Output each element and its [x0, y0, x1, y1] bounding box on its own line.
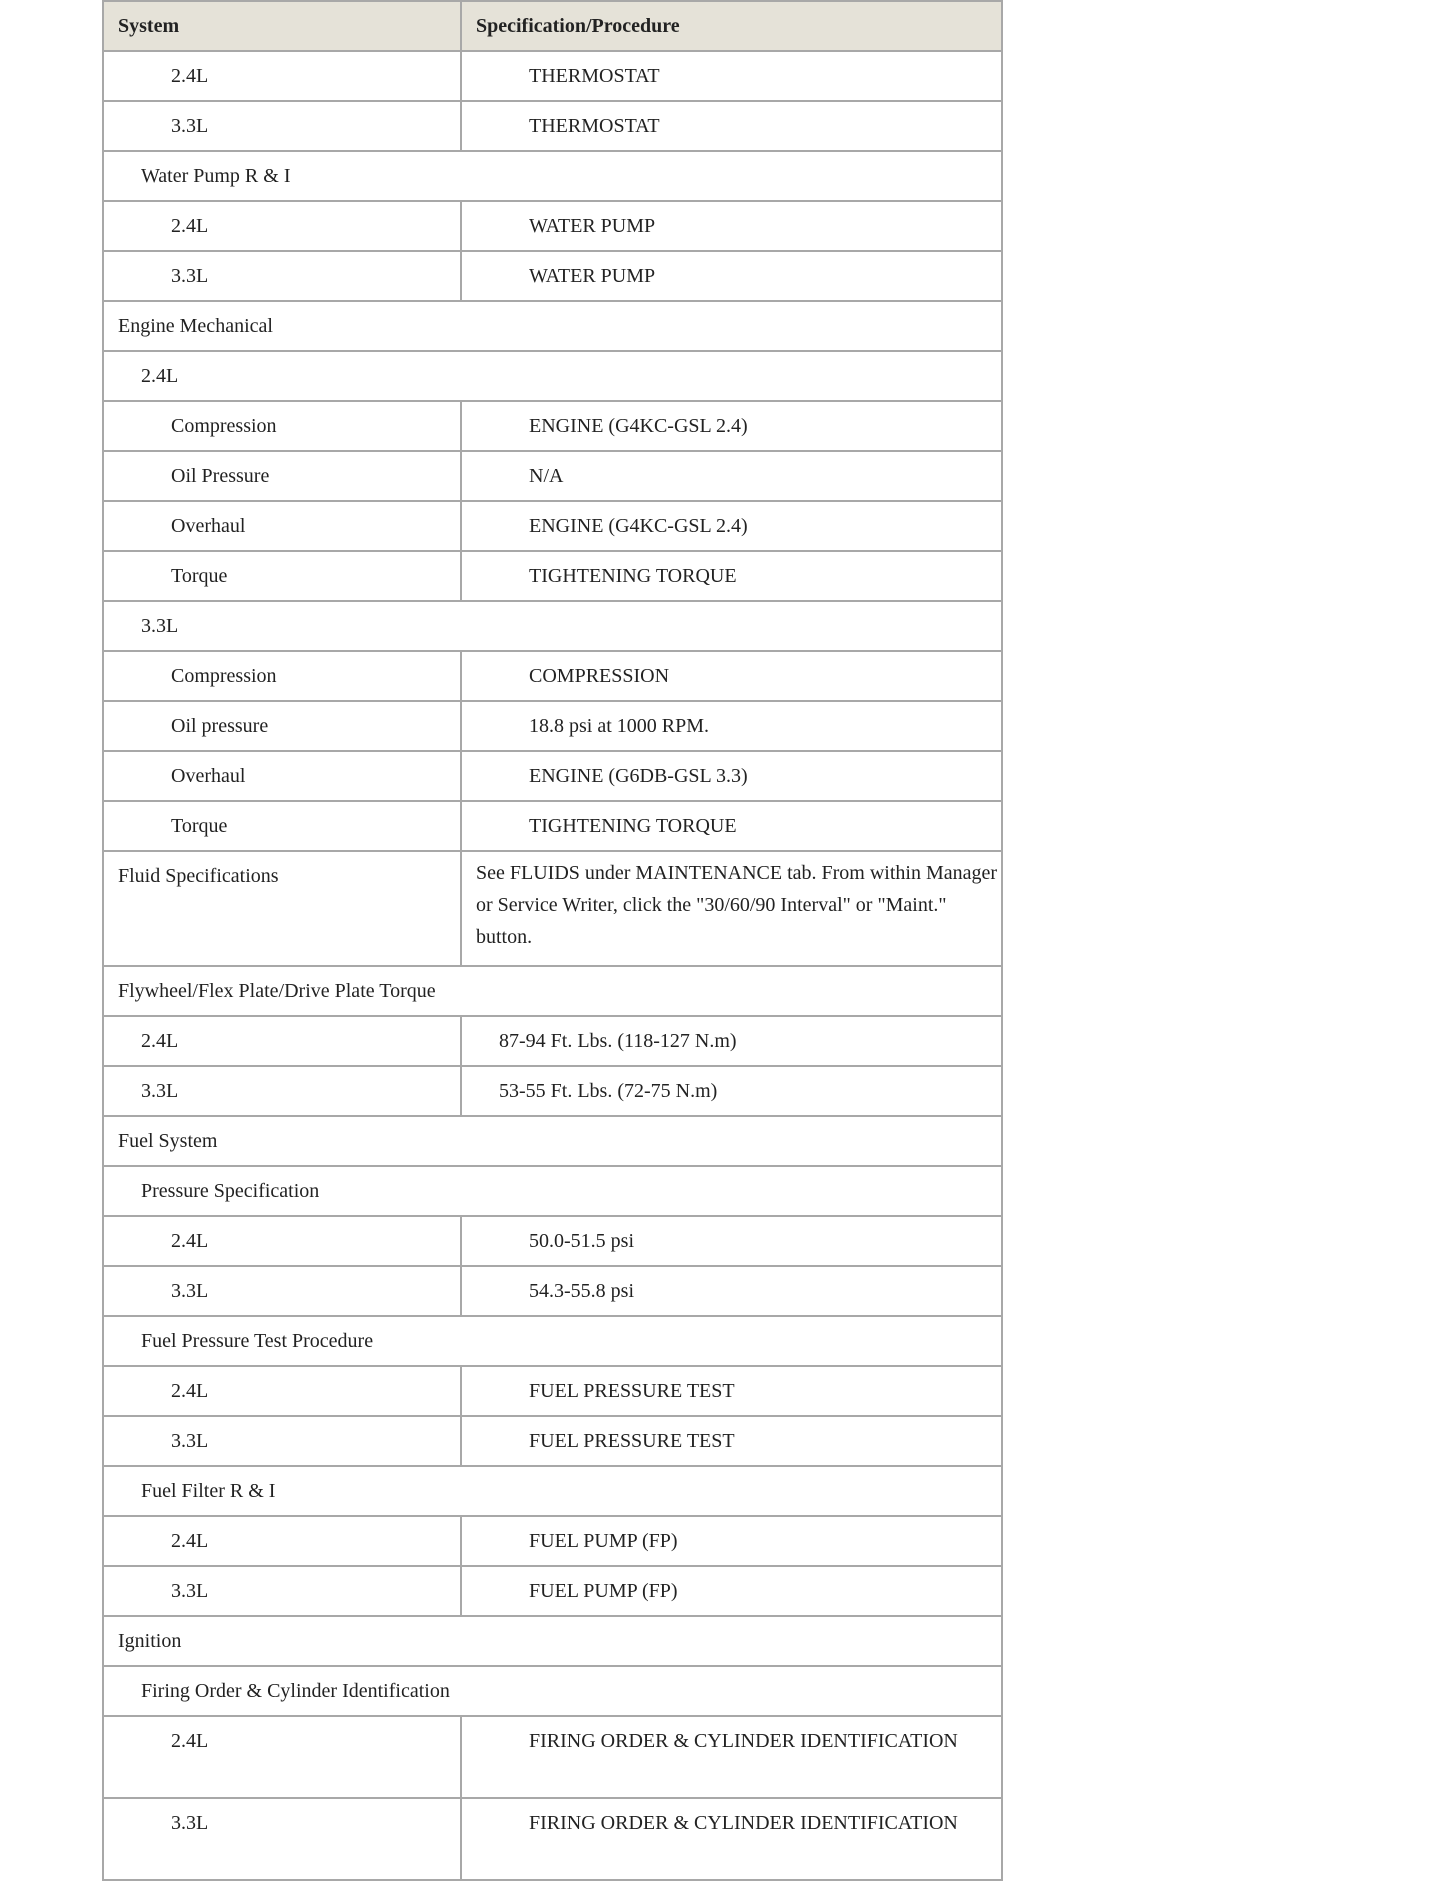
section-row: [103, 1666, 1002, 1716]
table-row: [103, 1066, 1002, 1116]
row-value: THERMOSTAT: [461, 51, 1002, 101]
section-label: 3.3L: [103, 601, 1002, 651]
row-value: ENGINE (G6DB-GSL 3.3): [461, 751, 1002, 801]
row-label: 2.4L: [103, 1366, 461, 1416]
row-label: 3.3L: [103, 251, 461, 301]
row-value: ENGINE (G4KC-GSL 2.4): [461, 401, 1002, 451]
table-row: [103, 1366, 1002, 1416]
table-row: [103, 1216, 1002, 1266]
spec-table: [102, 0, 1003, 1881]
table-row: [103, 501, 1002, 551]
row-value: See FLUIDS under MAINTENANCE tab. From within Manager or Service Writer, click the "30/60/90 Interval" or "Maint." button.: [461, 851, 1002, 966]
row-value: FUEL PUMP (FP): [461, 1566, 1002, 1616]
row-label: Torque: [103, 801, 461, 851]
row-value: FUEL PUMP (FP): [461, 1516, 1002, 1566]
row-label: 2.4L: [103, 1216, 461, 1266]
table-row: [103, 451, 1002, 501]
row-label: 2.4L: [103, 1516, 461, 1566]
row-value: TIGHTENING TORQUE: [461, 801, 1002, 851]
row-value: 50.0-51.5 psi: [461, 1216, 1002, 1266]
table-row: [103, 1516, 1002, 1566]
row-value: N/A: [461, 451, 1002, 501]
row-value: 53-55 Ft. Lbs. (72-75 N.m): [461, 1066, 1002, 1116]
table-row: [103, 401, 1002, 451]
row-value: COMPRESSION: [461, 651, 1002, 701]
row-label: Compression: [103, 401, 461, 451]
row-value: FUEL PRESSURE TEST: [461, 1416, 1002, 1466]
section-label: Fuel System: [103, 1116, 1002, 1166]
section-row: [103, 351, 1002, 401]
row-label: Overhaul: [103, 501, 461, 551]
section-label: Ignition: [103, 1616, 1002, 1666]
row-label: 3.3L: [103, 101, 461, 151]
table-row: [103, 701, 1002, 751]
row-value: 18.8 psi at 1000 RPM.: [461, 701, 1002, 751]
column-header-specification: Specification/Procedure: [461, 1, 1002, 51]
section-row: [103, 966, 1002, 1016]
row-value: TIGHTENING TORQUE: [461, 551, 1002, 601]
row-label: Fluid Specifications: [103, 851, 461, 966]
section-row: [103, 151, 1002, 201]
section-label: Flywheel/Flex Plate/Drive Plate Torque: [103, 966, 1002, 1016]
section-row: [103, 301, 1002, 351]
row-label: 2.4L: [103, 201, 461, 251]
row-value: ENGINE (G4KC-GSL 2.4): [461, 501, 1002, 551]
row-value: WATER PUMP: [461, 251, 1002, 301]
section-label: 2.4L: [103, 351, 1002, 401]
section-row: [103, 1166, 1002, 1216]
table-row: [103, 651, 1002, 701]
section-row: [103, 1116, 1002, 1166]
row-label: Overhaul: [103, 751, 461, 801]
table-row: [103, 251, 1002, 301]
row-value: 87-94 Ft. Lbs. (118-127 N.m): [461, 1016, 1002, 1066]
row-label: 2.4L: [103, 51, 461, 101]
section-label: Fuel Pressure Test Procedure: [103, 1316, 1002, 1366]
section-label: Firing Order & Cylinder Identification: [103, 1666, 1002, 1716]
section-label: Engine Mechanical: [103, 301, 1002, 351]
column-header-system: System: [103, 1, 461, 51]
row-label: 3.3L: [103, 1566, 461, 1616]
row-label: 2.4L: [103, 1016, 461, 1066]
row-label: Oil Pressure: [103, 451, 461, 501]
table-row: [103, 801, 1002, 851]
row-label: Oil pressure: [103, 701, 461, 751]
table-row: [103, 101, 1002, 151]
row-label: 3.3L: [103, 1798, 461, 1880]
row-value: WATER PUMP: [461, 201, 1002, 251]
table-row: [103, 201, 1002, 251]
table-row: [103, 1798, 1002, 1880]
table-header-row: [103, 1, 1002, 51]
section-row: [103, 601, 1002, 651]
table-row: [103, 751, 1002, 801]
table-row: [103, 1416, 1002, 1466]
row-value: 54.3-55.8 psi: [461, 1266, 1002, 1316]
section-label: Water Pump R & I: [103, 151, 1002, 201]
row-label: 3.3L: [103, 1066, 461, 1116]
table-row: [103, 1566, 1002, 1616]
section-label: Fuel Filter R & I: [103, 1466, 1002, 1516]
row-label: Compression: [103, 651, 461, 701]
table-row: [103, 1716, 1002, 1798]
row-value: FUEL PRESSURE TEST: [461, 1366, 1002, 1416]
row-value: THERMOSTAT: [461, 101, 1002, 151]
row-label: 2.4L: [103, 1716, 461, 1798]
table-row: [103, 1016, 1002, 1066]
table-row: [103, 551, 1002, 601]
table-row: [103, 851, 1002, 966]
table-row: [103, 1266, 1002, 1316]
section-row: [103, 1316, 1002, 1366]
section-row: [103, 1616, 1002, 1666]
section-row: [103, 1466, 1002, 1516]
table-row: [103, 51, 1002, 101]
row-label: 3.3L: [103, 1416, 461, 1466]
row-label: Torque: [103, 551, 461, 601]
section-label: Pressure Specification: [103, 1166, 1002, 1216]
row-label: 3.3L: [103, 1266, 461, 1316]
row-value: FIRING ORDER & CYLINDER IDENTIFICATION: [461, 1798, 1002, 1880]
row-value: FIRING ORDER & CYLINDER IDENTIFICATION: [461, 1716, 1002, 1798]
